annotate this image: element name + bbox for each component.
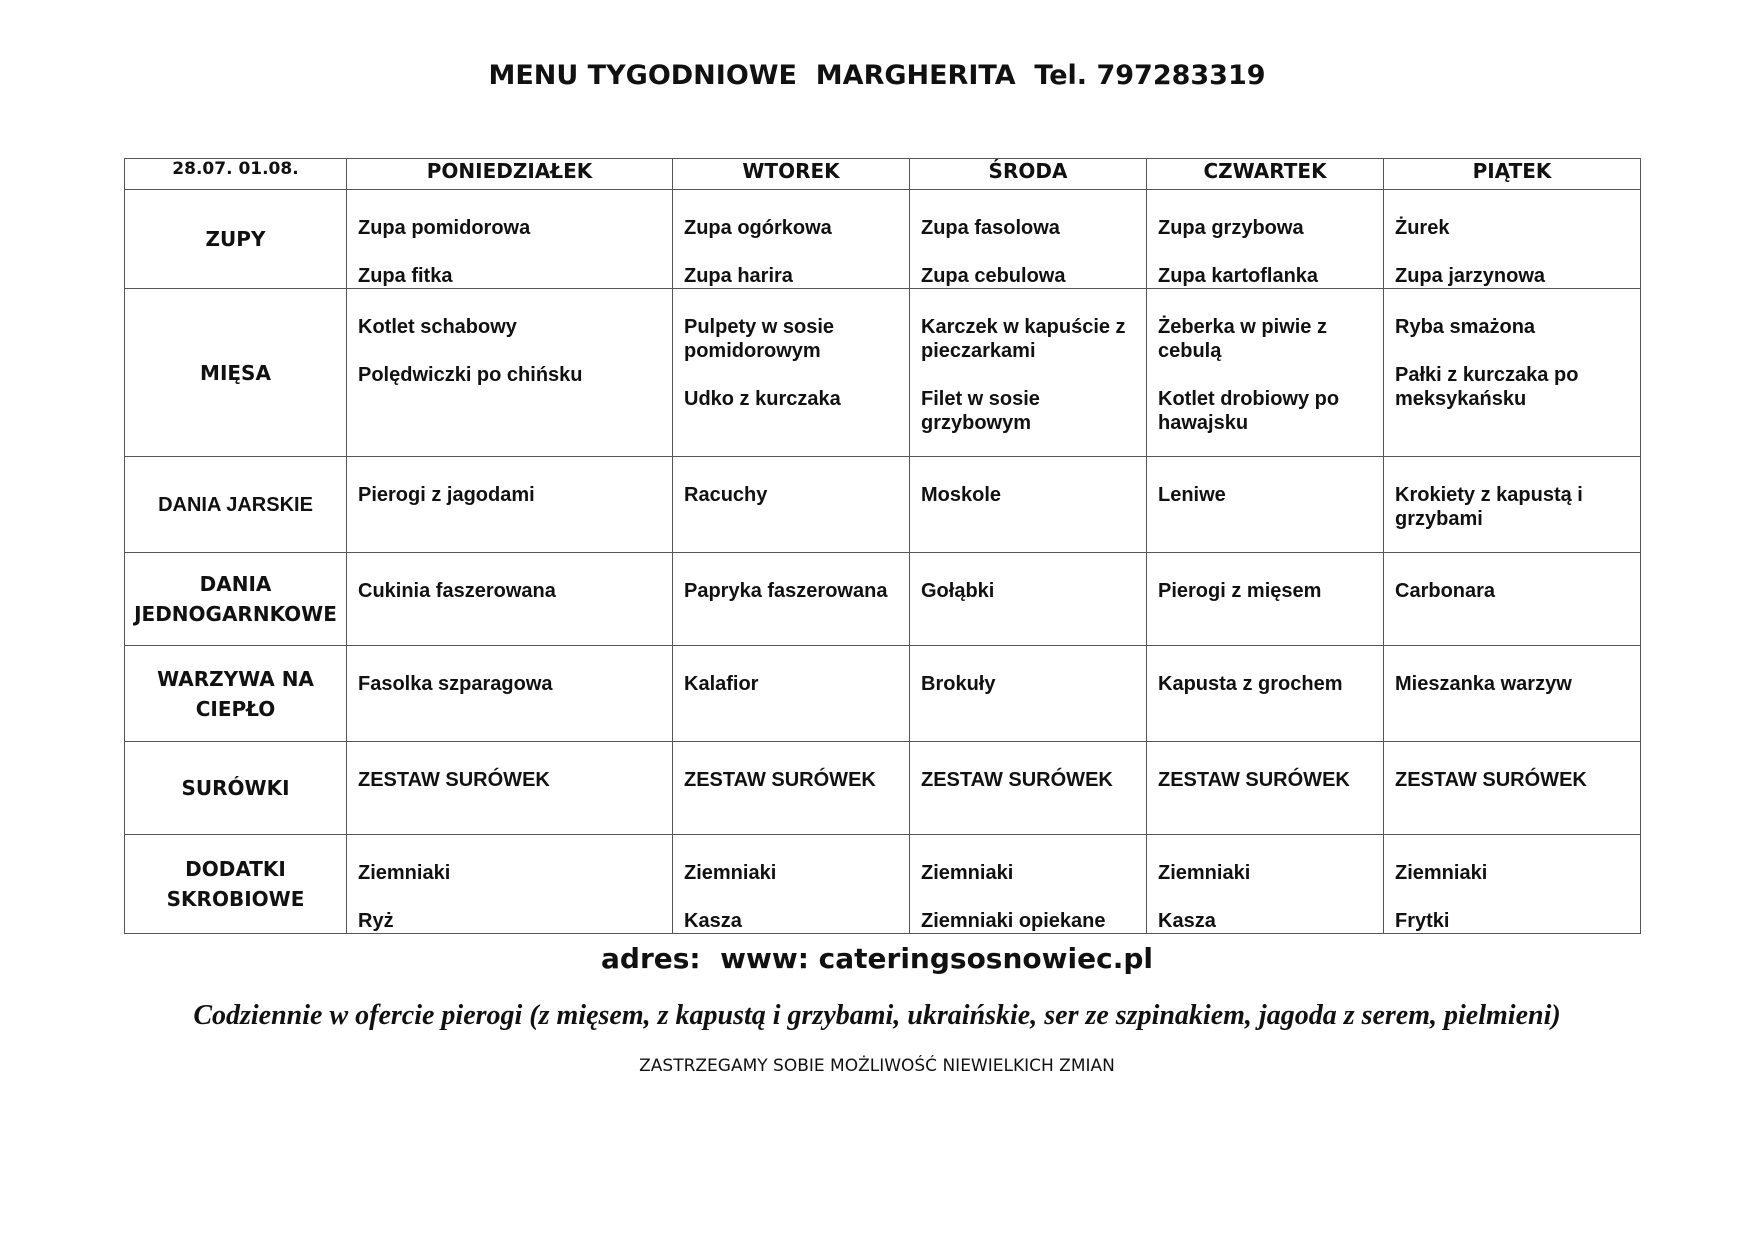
menu-row <box>125 835 1641 934</box>
dish-name: Brokuły <box>921 673 996 695</box>
dish-name: ZESTAW SURÓWEK <box>921 769 1113 791</box>
row-label: DANIA JARSKIE <box>125 457 347 553</box>
menu-cell <box>673 190 910 289</box>
dish-name: Ryba smażona <box>1395 316 1536 338</box>
menu-cell <box>673 835 910 934</box>
menu-cell <box>347 646 673 742</box>
dish-name: Pałki z kurczaka po meksykańsku <box>1395 364 1579 410</box>
dish-name: Udko z kurczaka <box>684 388 841 410</box>
dish-name: Zupa harira <box>684 265 793 287</box>
dish-name: Kapusta z grochem <box>1158 673 1343 695</box>
menu-cell <box>1147 190 1384 289</box>
dish-name: Żurek <box>1395 217 1450 239</box>
weekly-menu-table <box>124 158 1641 934</box>
dish-name: Ziemniaki opiekane <box>921 910 1106 932</box>
dish-name: Papryka faszerowana <box>684 580 888 602</box>
menu-cell <box>1147 289 1384 457</box>
menu-row <box>125 646 1641 742</box>
dish-name: Kotlet drobiowy po hawajsku <box>1158 388 1340 434</box>
dish-name: Zupa pomidorowa <box>358 217 531 239</box>
dish-name: Zupa jarzynowa <box>1395 265 1546 287</box>
dish-name: ZESTAW SURÓWEK <box>1395 769 1587 791</box>
dish-name: Ziemniaki <box>1395 862 1488 884</box>
menu-cell <box>673 553 910 646</box>
menu-cell <box>1384 742 1641 835</box>
dish-name: Pierogi z mięsem <box>1158 580 1322 602</box>
row-label: ZUPY <box>125 190 347 289</box>
dish-name: Ziemniaki <box>1158 862 1251 884</box>
dish-name: Racuchy <box>684 484 768 506</box>
dish-name: ZESTAW SURÓWEK <box>684 769 876 791</box>
menu-row <box>125 289 1641 457</box>
dish-name: Ziemniaki <box>358 862 451 884</box>
dish-name: Mieszanka warzyw <box>1395 673 1572 695</box>
daily-offer-note: Codziennie w ofercie pierogi (z mięsem, z kapustą i grzybami, ukraińskie, ser ze szpinakiem, jagoda z serem, pielmieni) <box>193 1000 1561 1031</box>
dish-name: Karczek w kapuście z pieczarkami <box>921 316 1126 362</box>
dish-name: Ryż <box>358 910 394 932</box>
menu-cell <box>1384 553 1641 646</box>
menu-cell <box>347 835 673 934</box>
menu-cell <box>347 289 673 457</box>
menu-cell <box>1147 835 1384 934</box>
menu-cell <box>910 457 1147 553</box>
menu-row <box>125 553 1641 646</box>
menu-cell <box>910 742 1147 835</box>
menu-cell <box>910 646 1147 742</box>
dish-name: ZESTAW SURÓWEK <box>358 769 550 791</box>
dish-name: Zupa fitka <box>358 265 453 287</box>
dish-name: Żeberka w piwie z cebulą <box>1158 316 1327 362</box>
dish-name: Pulpety w sosie pomidorowym <box>684 316 835 362</box>
menu-cell <box>673 742 910 835</box>
dish-name: Ziemniaki <box>921 862 1014 884</box>
dish-name: Carbonara <box>1395 580 1496 602</box>
menu-row <box>125 742 1641 835</box>
dish-name: Ziemniaki <box>684 862 777 884</box>
menu-cell <box>347 457 673 553</box>
disclaimer: ZASTRZEGAMY SOBIE MOŻLIWOŚĆ NIEWIELKICH ZMIAN <box>639 1056 1115 1076</box>
menu-row <box>125 190 1641 289</box>
day-header-monday: PONIEDZIAŁEK <box>347 159 673 190</box>
dish-name: Zupa ogórkowa <box>684 217 832 239</box>
menu-cell <box>1384 457 1641 553</box>
menu-cell <box>910 289 1147 457</box>
menu-cell <box>673 457 910 553</box>
menu-cell <box>347 742 673 835</box>
day-header-friday: PIĄTEK <box>1384 159 1641 190</box>
menu-cell <box>1147 457 1384 553</box>
dish-name: Zupa grzybowa <box>1158 217 1304 239</box>
menu-cell <box>1384 190 1641 289</box>
dish-name: ZESTAW SURÓWEK <box>1158 769 1350 791</box>
dish-name: Pierogi z jagodami <box>358 484 535 506</box>
menu-cell <box>347 553 673 646</box>
day-header-thursday: CZWARTEK <box>1147 159 1384 190</box>
menu-cell <box>1384 835 1641 934</box>
menu-cell <box>910 835 1147 934</box>
dish-name: Cukinia faszerowana <box>358 580 556 602</box>
dish-name: Frytki <box>1395 910 1450 932</box>
menu-cell <box>910 553 1147 646</box>
dish-name: Leniwe <box>1158 484 1226 506</box>
dish-name: Gołąbki <box>921 580 995 602</box>
menu-cell <box>910 190 1147 289</box>
page-title: MENU TYGODNIOWE MARGHERITA Tel. 797283319 <box>488 60 1266 91</box>
dish-name: Zupa fasolowa <box>921 217 1060 239</box>
menu-cell <box>1147 742 1384 835</box>
menu-cell <box>673 289 910 457</box>
day-header-tuesday: WTOREK <box>673 159 910 190</box>
menu-cell <box>1384 289 1641 457</box>
row-label: MIĘSA <box>125 289 347 457</box>
dish-name: Krokiety z kapustą i grzybami <box>1395 484 1583 530</box>
row-label: WARZYWA NA CIEPŁO <box>125 646 347 742</box>
row-label: SURÓWKI <box>125 742 347 835</box>
menu-cell <box>1147 553 1384 646</box>
menu-cell <box>347 190 673 289</box>
row-label: DODATKI SKROBIOWE <box>125 835 347 934</box>
row-label: DANIA JEDNOGARNKOWE <box>125 553 347 646</box>
date-range: 28.07. 01.08. <box>125 159 347 190</box>
address-line: adres: www: cateringsosnowiec.pl <box>601 942 1153 975</box>
menu-row <box>125 457 1641 553</box>
dish-name: Kalafior <box>684 673 759 695</box>
dish-name: Kasza <box>684 910 742 932</box>
dish-name: Fasolka szparagowa <box>358 673 553 695</box>
dish-name: Filet w sosie grzybowym <box>921 388 1040 434</box>
header-row <box>125 159 1641 190</box>
dish-name: Moskole <box>921 484 1002 506</box>
menu-cell <box>1147 646 1384 742</box>
dish-name: Zupa kartoflanka <box>1158 265 1319 287</box>
dish-name: Zupa cebulowa <box>921 265 1066 287</box>
dish-name: Kotlet schabowy <box>358 316 517 338</box>
menu-cell <box>673 646 910 742</box>
dish-name: Kasza <box>1158 910 1216 932</box>
day-header-wednesday: ŚRODA <box>910 159 1147 190</box>
menu-cell <box>1384 646 1641 742</box>
dish-name: Polędwiczki po chińsku <box>358 364 583 386</box>
